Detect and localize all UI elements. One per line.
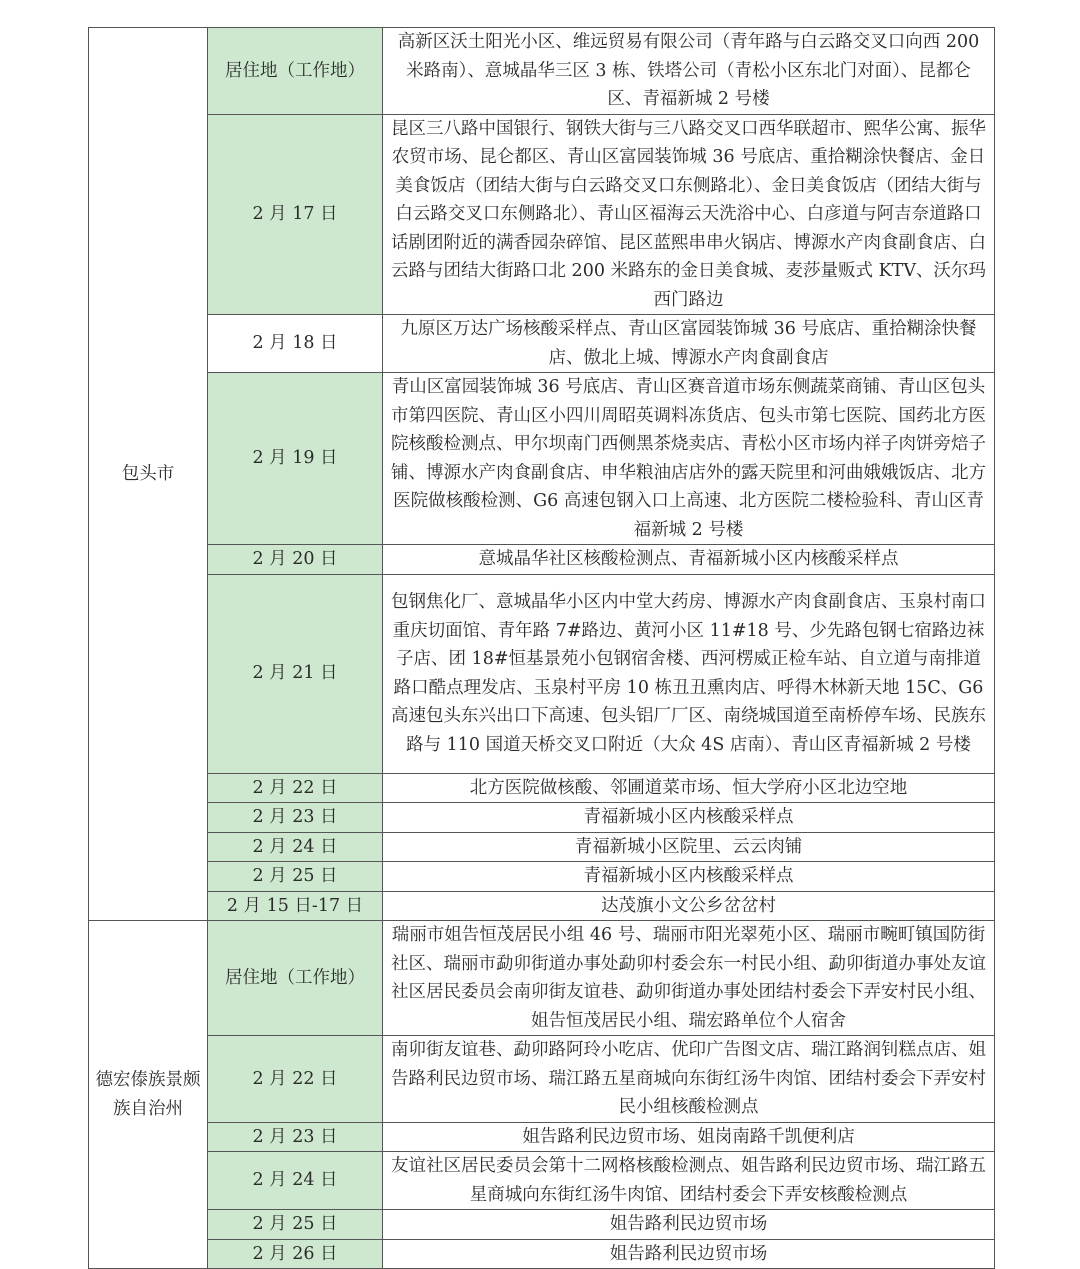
table-row [89,1036,995,1123]
places-cell: 青福新城小区内核酸采样点 [383,803,995,833]
table-row [89,862,995,892]
places-cell: 包钢焦化厂、意城晶华小区内中堂大药房、博源水产肉食副食店、玉泉村南口重庆切面馆、青年路 7#路边、黄河小区 11#18 号、少先路包钢七宿路边袜子店、团 18#恒基景苑小包钢宿舍楼、西河楞威正检车站、自立道与南排道路口酷点理发店、玉泉村平房 10 栋丑丑熏肉店、呼得木林新天地 15C、G6 高速包头东兴出口下高速、包头铝厂厂区、南绕城国道至南桥停车场、民族东路与 110 国道天桥交叉口附近（大众 4S 店南）、青山区青福新城 2 号楼 [383,574,995,773]
date-cell: 2 月 15 日-17 日 [208,891,383,921]
places-cell: 青福新城小区院里、云云肉铺 [383,832,995,862]
date-cell: 2 月 17 日 [208,114,383,315]
date-cell: 居住地（工作地） [208,921,383,1036]
places-cell: 姐告路利民边贸市场、姐岗南路千凯便利店 [383,1122,995,1152]
table-row [89,574,995,773]
table-row [89,545,995,575]
table-row [89,114,995,315]
table-row [89,832,995,862]
places-cell: 南卯街友谊巷、勐卯路阿玲小吃店、优印广告图文店、瑞江路润钊糕点店、姐告路利民边贸市场、瑞江路五星商城向东街红汤牛肉馆、团结村委会下弄安村民小组核酸检测点 [383,1036,995,1123]
date-cell: 2 月 26 日 [208,1239,383,1269]
date-cell: 2 月 23 日 [208,1122,383,1152]
places-cell: 瑞丽市姐告恒茂居民小组 46 号、瑞丽市阳光翠苑小区、瑞丽市畹町镇国防街社区、瑞丽市勐卯街道办事处勐卯村委会东一村民小组、勐卯街道办事处友谊社区居民委员会南卯街友谊巷、勐卯街道办事处团结村委会下弄安村民小组、姐告恒茂居民小组、瑞宏路单位个人宿舍 [383,921,995,1036]
table-row [89,891,995,921]
table-row [89,1122,995,1152]
date-cell: 2 月 25 日 [208,1210,383,1240]
date-cell: 2 月 20 日 [208,545,383,575]
places-cell: 昆区三八路中国银行、钢铁大街与三八路交叉口西华联超市、熙华公寓、振华农贸市场、昆仑都区、青山区富园装饰城 36 号底店、重拾糊涂快餐店、金日美食饭店（团结大街与白云路交叉口东侧路北）、金日美食饭店（团结大街与白云路交叉口东侧路北）、青山区福海云天洗浴中心、白彦道与阿吉奈道路口话剧团附近的满香园杂碎馆、昆区蓝熙串串火锅店、博源水产肉食副食店、白云路与团结大街路口北 200 米路东的金日美食城、麦莎量贩式 KTV、沃尔玛西门路边 [383,114,995,315]
date-cell: 2 月 24 日 [208,832,383,862]
table-row [89,1239,995,1269]
places-cell: 高新区沃土阳光小区、维远贸易有限公司（青年路与白云路交叉口向西 200 米路南）、意城晶华三区 3 栋、铁塔公司（青松小区东北门对面）、昆都仑区、青福新城 2 号楼 [383,28,995,115]
date-cell: 居住地（工作地） [208,28,383,115]
places-cell: 姐告路利民边贸市场 [383,1210,995,1240]
date-cell: 2 月 21 日 [208,574,383,773]
places-cell: 青山区富园装饰城 36 号底店、青山区赛音道市场东侧蔬菜商铺、青山区包头市第四医院、青山区小四川周昭英调料冻货店、包头市第七医院、国药北方医院核酸检测点、甲尔坝南门西侧黑茶烧卖店、青松小区市场内祥子肉饼旁焙子铺、博源水产肉食副食店、申华粮油店店外的露天院里和河曲娥娥饭店、北方医院做核酸检测、G6 高速包钢入口上高速、北方医院二楼检验科、青山区青福新城 2 号楼 [383,373,995,545]
trajectory-table [88,27,995,1269]
places-cell: 友谊社区居民委员会第十二网格核酸检测点、姐告路利民边贸市场、瑞江路五星商城向东街红汤牛肉馆、团结村委会下弄安核酸检测点 [383,1152,995,1210]
table-row [89,921,995,1036]
places-cell: 姐告路利民边贸市场 [383,1239,995,1269]
city-cell: 德宏傣族景颇族自治州 [89,921,208,1269]
table-row [89,28,995,115]
table-row [89,1152,995,1210]
table-row [89,803,995,833]
places-cell: 青福新城小区内核酸采样点 [383,862,995,892]
date-cell: 2 月 19 日 [208,373,383,545]
city-cell: 包头市 [89,28,208,921]
table-row [89,315,995,373]
places-cell: 九原区万达广场核酸采样点、青山区富园装饰城 36 号底店、重拾糊涂快餐店、傲北上城、博源水产肉食副食店 [383,315,995,373]
date-cell: 2 月 25 日 [208,862,383,892]
table-row [89,773,995,803]
date-cell: 2 月 23 日 [208,803,383,833]
places-cell: 北方医院做核酸、邻圃道菜市场、恒大学府小区北边空地 [383,773,995,803]
places-cell: 达茂旗小文公乡岔岔村 [383,891,995,921]
date-cell: 2 月 18 日 [208,315,383,373]
table-row [89,1210,995,1240]
date-cell: 2 月 22 日 [208,773,383,803]
places-cell: 意城晶华社区核酸检测点、青福新城小区内核酸采样点 [383,545,995,575]
date-cell: 2 月 22 日 [208,1036,383,1123]
date-cell: 2 月 24 日 [208,1152,383,1210]
table-row [89,373,995,545]
